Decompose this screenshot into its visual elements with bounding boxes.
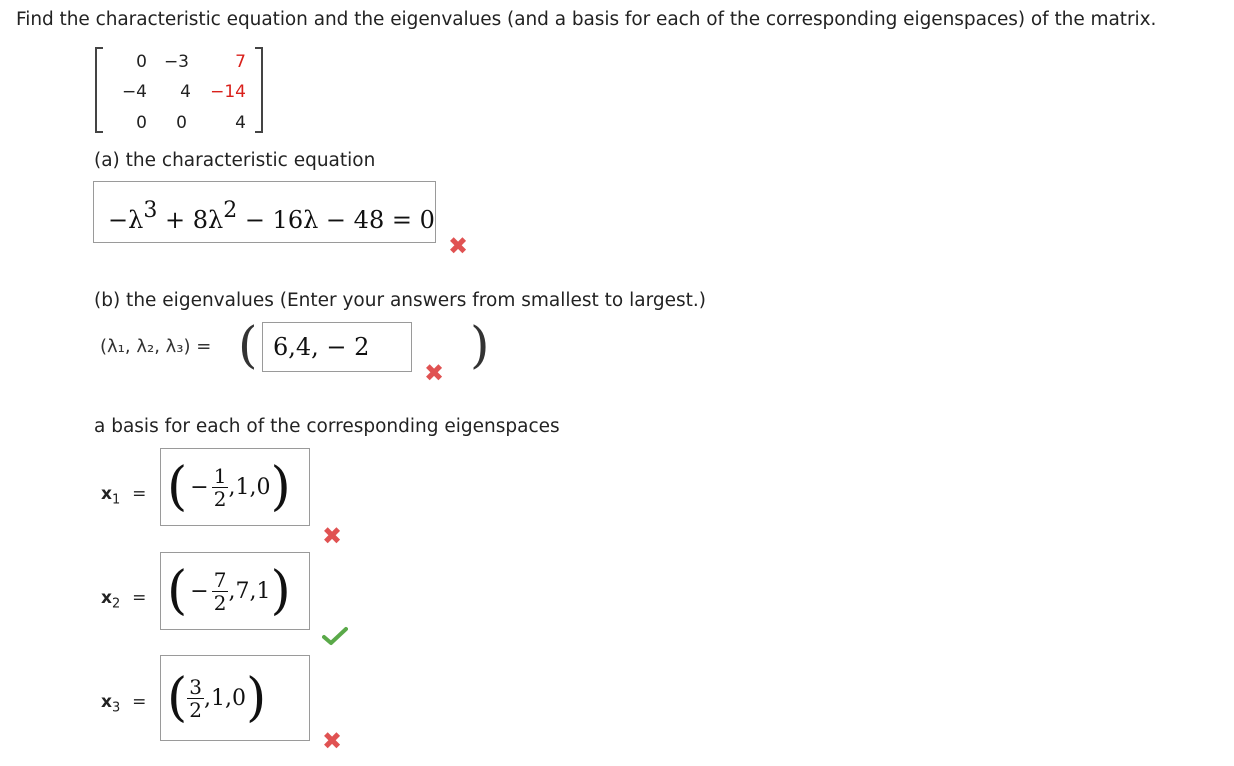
x2-label: $x_2$ =	[101, 588, 147, 612]
matrix-left-bracket	[95, 47, 103, 133]
x1-label: $x_1$ =	[101, 484, 147, 508]
matrix-cell: 0	[136, 113, 147, 133]
x3-answer: ( $\frac{3}{2}$ ,1,0 )	[167, 668, 267, 728]
matrix-cell-highlighted: 7	[235, 52, 246, 72]
incorrect-icon: ✖	[424, 359, 445, 387]
part-b-label: (b) the eigenvalues (Enter your answers from smallest to largest.)	[94, 290, 706, 311]
x3-answer-box[interactable]	[160, 655, 310, 741]
x2-answer: ( − $\frac{7}{2}$ ,7,1 )	[167, 561, 291, 621]
part-a-label: (a) the characteristic equation	[94, 150, 376, 171]
incorrect-icon: ✖	[448, 232, 469, 260]
matrix-cell: 4	[235, 113, 246, 133]
characteristic-equation-answer: $-\lambda^3 + 8\lambda^2 - 16\lambda - 48 = 0$	[108, 198, 435, 234]
incorrect-icon: ✖	[322, 522, 343, 550]
incorrect-icon: ✖	[322, 727, 343, 755]
x2-answer-box[interactable]	[160, 552, 310, 630]
characteristic-equation-answer-box[interactable]	[93, 181, 436, 243]
eigenvalues-answer-box[interactable]	[262, 322, 412, 372]
right-paren-icon: )	[470, 316, 490, 374]
x1-answer: ( − $\frac{1}{2}$ ,1,0 )	[167, 457, 291, 517]
matrix-cell: 0	[176, 113, 187, 133]
eigenvalues-lhs: (λ₁, λ₂, λ₃) =	[100, 336, 212, 357]
left-paren-icon: (	[238, 316, 258, 374]
matrix	[95, 47, 265, 135]
x1-answer-box[interactable]	[160, 448, 310, 526]
matrix-right-bracket	[255, 47, 263, 133]
eigenvalues-answer: 6,4, − 2	[273, 333, 370, 361]
basis-label: a basis for each of the corresponding eigenspaces	[94, 416, 560, 437]
matrix-cell: 4	[180, 82, 191, 102]
question-text: Find the characteristic equation and the eigenvalues (and a basis for each of the corresponding eigenspaces) of the matrix.	[16, 9, 1157, 30]
check-icon	[322, 626, 348, 650]
x3-label: $x_3$ =	[101, 692, 147, 716]
matrix-cell: 0	[136, 52, 147, 72]
matrix-cell-highlighted: −14	[210, 82, 246, 102]
matrix-cell: −3	[163, 52, 189, 72]
matrix-cell: −4	[121, 82, 147, 102]
